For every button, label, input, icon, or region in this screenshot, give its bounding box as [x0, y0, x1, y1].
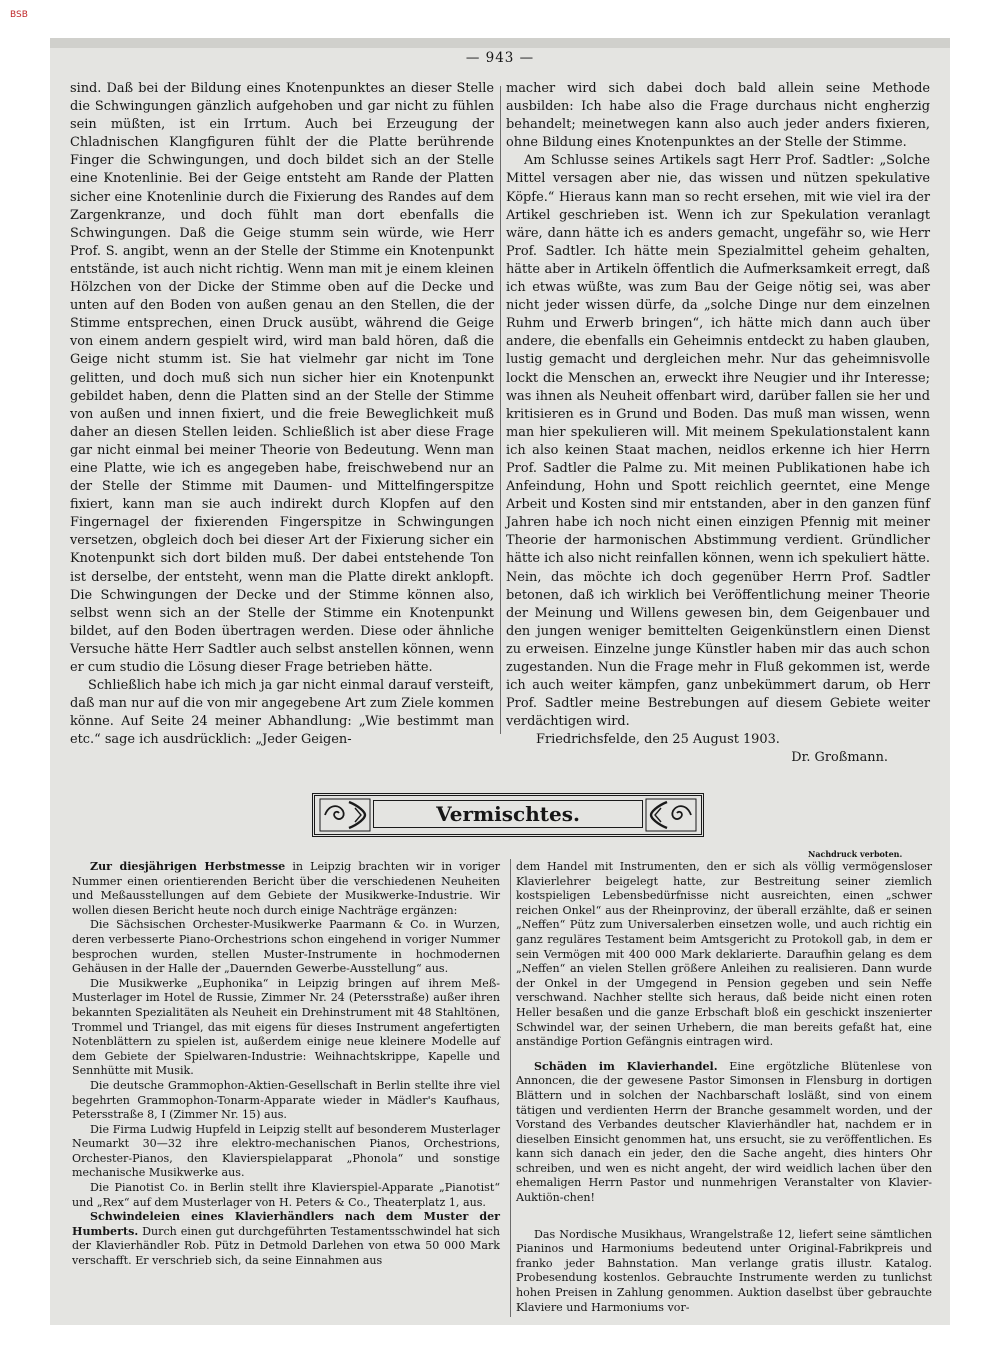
item-headline: Schwindeleien eines Klavierhändlers nach dem Muster der Humberts.	[72, 1210, 500, 1238]
misc-left-column	[72, 860, 500, 1269]
misc-paragraph: Die deutsche Grammophon-Aktien-Gesellschaft in Berlin stellte ihre viel begehrten Grammophon-Tonarm-Apparate wieder in Mädler's Kaufhaus, Petersstraße 8, I (Zimmer Nr. 15) aus.	[72, 1078, 500, 1122]
ornament-right-icon	[645, 798, 697, 832]
misc-right-column	[516, 860, 932, 1315]
article-paragraph: Am Schlusse seines Artikels sagt Herr Prof. Sadtler: „Solche Mittel versagen aber nie, das wissen und nützen spekulative Köpfe.“ Hieraus kann man so recht ersehen, mit wie viel ira der Artikel geschrieben ist. Wenn ich zur Spekulation veranlagt wäre, dann hätte ich es anders gemacht, ungefähr so, wie Herr Prof. Sadtler. Ich hätte mein Spezialmittel geheim gehalten, hätte aber in Artikeln öffentlich die Aufmerksamkeit erregt, daß ich etwas wüßte, was zum Bau der Geige nötig sei, was aber nicht jeder wissen dürfe, da „solche Dinge nur dem einzelnen Ruhm und Erwerb bringen“, ich hätte mich dann auch über andere, die ebenfalls ein Geheimnis entdeckt zu haben glauben, lustig gemacht und dergleichen mehr. Nur das geheimnisvolle lockt die Menschen an, erweckt ihre Neugier und ihr Interesse; was ihnen als Neuheit offenbart wird, darüber fallen sie her und kritisieren es in Grund und Boden. Das muß man wissen, wenn man hier spekulieren will. Mit meinem Spekulationstalent kann ich also keinen Staat machen, neidlos erkenne ich hier Herrn Prof. Sadtler die Palme zu. Mit meinen Publikationen habe ich Anfeindung, Hohn und Spott reichlich geerntet, eine Menge Arbeit und Kosten sind mir entstanden, aber in den ganzen fünf Jahren habe ich noch nicht einen einzigen Pfennig mit meiner Theorie der harmonischen Abstimmung verdient. Gründlicher hätte ich also nicht reinfallen können, wenn ich spekuliert hätte. Nein, das möchte ich doch gegenüber Herrn Prof. Sadtler betonen, daß ich wirklich bei Veröffentlichung meiner Theorie der Meinung und Willens gewesen bin, dem Geigenbauer und den jungen weniger bemittelten Geigenkünstlern einen Dienst zu erweisen. Einzelne junge Künstler haben mir das auch schon zugestanden. Nun die Frage mehr in Fluß gekommen ist, werde ich auch weiter kämpfen, ganz unbekümmert darum, ob Herr Prof. Sadtler meine Bestrebungen auf diesem Gebiete weiter verdächtigen wird.	[506, 153, 930, 730]
reprint-notice: Nachdruck verboten.	[808, 849, 903, 859]
misc-paragraph: dem Handel mit Instrumenten, den er sich als völlig vermögensloser Klavierlehrer beigelegt hatte, zur Bestreitung seiner ziemlich kostspieligen Lebensbedürfnisse nicht ausreichten, einen „schwer reichen Onkel“ aus der Rheinprovinz, der überall erzählte, daß er seinen „Neffen“ Pütz zum Universalerben einsetzen wolle, und auch richtig ein ganz reguläres Testament beim Amtsgericht zu Protokoll gab, in dem er sein Vermögen mit 400 000 Mark deklarierte. Daraufhin gelang es dem „Neffen“ an vielen Stellen größere Anleihen zu realisieren. Dann wurde der Onkel in der Umgegend in Pension gegeben und sein Neffe verschwand. Nachher stellte sich heraus, daß beide nicht einen roten Heller besaßen und die ganze Erbschaft bloß ein geschickt inszenierter Schwindel war, der seinen Urhebern, die man bereits gefaßt hat, eine anständige Portion Gefängnis eintragen wird.	[516, 860, 932, 1049]
author-signature: Dr. Großmann.	[791, 750, 888, 766]
article-left-column	[70, 80, 494, 749]
column-divider	[510, 859, 511, 1317]
advertisement-quote: Das Nordische Musikhaus, Wrangelstraße 12, liefert seine sämtlichen Pianinos und Harmoniums bedeutend unter Original-Fabrikpreis und franko jeder Bahnstation. Man verlange gratis illustr. Katalog. Probesendung kostenlos. Gebrauchte Instrumente werden zu tunlichst hohen Preisen in Zahlung genommen. Auktion daselbst über gebrauchte Klaviere und Harmoniums vor-	[516, 1227, 932, 1314]
misc-paragraph: Schwindeleien eines Klavierhändlers nach dem Muster der Humberts. Durch einen gut durchgeführten Testamentsschwindel hat sich der Klavierhändler Rob. Pütz in Detmold Darlehen von etwa 50 000 Mark verschafft. Er verschrieb sich, da seine Einnahmen aus	[72, 1210, 500, 1268]
place-date: Friedrichsfelde, den 25 August 1903.	[536, 732, 780, 748]
column-divider	[500, 86, 501, 734]
misc-paragraph: Die Musikwerke „Euphonika“ in Leipzig bringen auf ihrem Meß-Musterlager im Hotel de Russie, Zimmer Nr. 24 (Petersstraße) außer ihren bekannten Spezialitäten als Neuheit ein Drehinstrument mit 48 Stahltönen, Trommel und Triangel, das mit eigens für dieses Instrument angefertigten Notenblättern zu spielen ist, außerdem einige neue kleinere Modelle auf dem Gebiete der Spielwaren-Industrie: Weihnachtskrippe, Kapelle und Sennhütte mit Musik.	[72, 976, 500, 1078]
article-paragraph: Schließlich habe ich mich ja gar nicht einmal darauf versteift, daß man nur auf die von mir angegebene Art zum Ziele kommen könne. Auf Seite 24 meiner Abhandlung: „Wie bestimmt man etc.“ sage ich ausdrücklich: „Jeder Geigen-	[70, 678, 494, 748]
misc-paragraph: Die Sächsischen Orchester-Musikwerke Paarmann & Co. in Wurzen, deren verbesserte Piano-Orchestrions schon eingehend in voriger Nummer besprochen wurden, stellen Muster-Instrumente in hochmodernen Gehäusen in der Halle der „Dauernden Gewerbe-Ausstellung“ aus.	[72, 918, 500, 976]
library-watermark: BSB	[10, 10, 28, 20]
page-edge	[50, 38, 950, 48]
misc-paragraph: Die Firma Ludwig Hupfeld in Leipzig stellt auf besonderem Musterlager Neumarkt 30—32 ihre elektro-mechanischen Pianos, Orchestrions, Orchester-Pianos, den Klavierspielapparat „Phonola“ und sonstige mechanische Musikwerke aus.	[72, 1122, 500, 1180]
page-number: — 943 —	[465, 50, 535, 66]
misc-paragraph: Zur diesjährigen Herbstmesse in Leipzig brachten wir in voriger Nummer einen orientierenden Bericht über die verschiedenen Neuheiten und Meßausstellungen auf dem Gebiete der Musikwerke-Industrie. Wir wollen diesen Bericht heute noch durch einige Nachträge ergänzen:	[72, 860, 500, 917]
misc-paragraph: Schäden im Klavierhandel. Eine ergötzliche Blütenlese von Annoncen, die der gewesene Pastor Simonsen in Flensburg in dortigen Blättern und in solchen der Nachbarschaft losläßt, sind von einem tätigen und verdienten Herrn der Branche gesammelt worden, und der Vorstand des Verbandes deutscher Klavierhändler hat, nachdem er in dieselben Einsicht genommen hat, uns ersucht, sie zu veröffentlichen. Es kann sich danach ein jeder, den die Sache angeht, dies hinters Ohr schreiben, und wen es nicht angeht, der wird weidlich lachen über den ehemaligen Herrn Pastor und nunmehrigen Veranstalter von Klavier-Auktiön-chen!	[516, 1059, 932, 1205]
item-headline: Zur diesjährigen Herbstmesse	[90, 860, 286, 873]
item-headline: Schäden im Klavierhandel.	[534, 1059, 718, 1073]
article-right-column	[506, 80, 930, 768]
article-paragraph: macher wird sich dabei doch bald allein seine Methode ausbilden: Ich habe also die Frage durchaus nicht engherzig behandelt; meinetwegen kann also auch jeder anders fixieren, ohne Bildung eines Knotenpunktes an der Stelle der Stimme.	[506, 81, 930, 151]
misc-paragraph: Die Pianotist Co. in Berlin stellt ihre Klavierspiel-Apparate „Pianotist“ und „Rex“ auf dem Musterlager von H. Peters & Co., Theaterplatz 1, aus.	[72, 1181, 500, 1209]
scanned-page	[50, 38, 950, 1325]
section-banner	[312, 793, 704, 837]
ornament-left-icon	[319, 798, 371, 832]
article-paragraph: sind. Daß bei der Bildung eines Knotenpunktes an dieser Stelle die Schwingungen gänzlich aufgehoben und gar nicht zu fühlen sein müßten, ist ein Irrtum. Auch bei Erzeugung der Chladnischen Klangfiguren fühlt der die Platte berührende Finger die Schwingungen, und doch bildet sich an der Stelle eine Knotenlinie. Bei der Geige entsteht am Rande der Platten sicher eine Knotenlinie durch die Fixierung des Randes auf dem Zargenkranze, und doch fühlt man dort ebenfalls die Schwingungen. Daß die Geige stumm sein würde, wie Herr Prof. S. angibt, wenn an der Stelle der Stimme ein Knotenpunkt entstände, ist auch nicht richtig. Wenn man mit je einem kleinen Hölzchen von der Dicke der Stimme oben auf die Decke und unten auf den Boden von außen genau an den Stellen, die der Stimme entsprechen, einen Druck ausübt, während die Geige von einem andern gespielt wird, wird man bald hören, daß die Geige nicht stumm ist. Sie hat vielmehr gar nicht im Tone gelitten, und doch muß sich nun sicher hier ein Knotenpunkt gebildet haben, denn die Platten sind an der Stelle der Stimme von außen und innen fixiert, und die freie Beweglichkeit muß daher an diesen Stellen leiden. Schließlich ist aber diese Frage gar nicht einmal bei meiner Theorie von Bedeutung. Wenn man eine Platte, wie ich es angegeben habe, freischwebend nur an der Stelle der Stimme mit Daumen- und Mittelfingerspitze fixiert, kann man sie auch indirekt durch Klopfen auf den Fingernagel der fixierenden Fingerspitze in Schwingungen versetzen, obgleich doch bei dieser Art der Fixierung sicher ein Knotenpunkt sich dort bilden muß. Der dabei entstehende Ton ist derselbe, der entsteht, wenn man die Platte direkt anklopft. Die Schwingungen der Decke und der Stimme können also, selbst wenn sich an der Stelle der Stimme ein Knotenpunkt bildet, auf den Boden übertragen werden. Diese oder ähnliche Versuche hätte Herr Sadtler auch selbst anstellen können, wenn er cum studio die Lösung dieser Frage betrieben hätte.	[70, 81, 494, 675]
section-title: Vermischtes.	[373, 800, 643, 828]
